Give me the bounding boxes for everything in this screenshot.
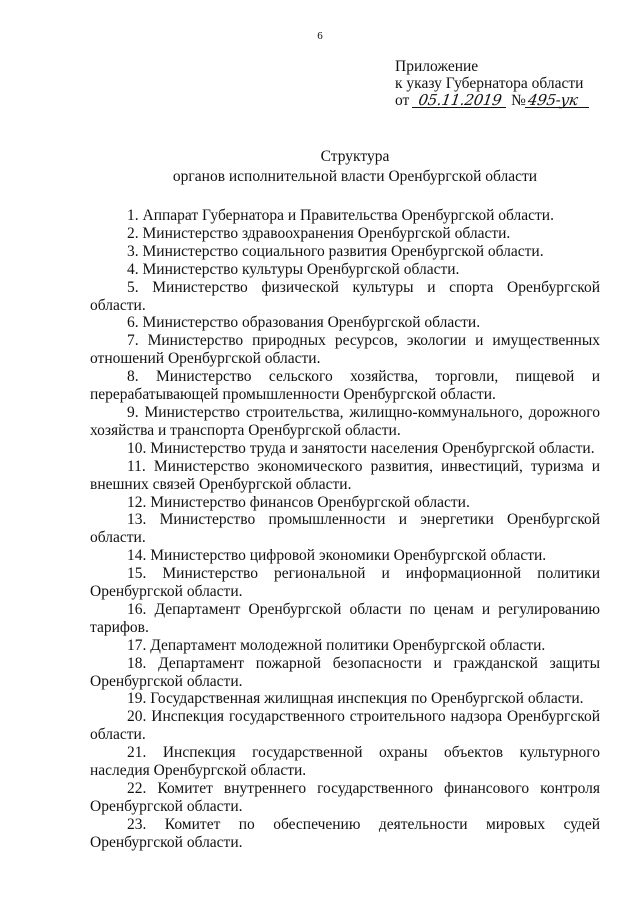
appendix-block [395,58,625,109]
list-item: 4. Министерство культуры Оренбургской области. [127,260,460,278]
handwritten-number: 495-ук [525,93,591,108]
list-item: 20. Инспекция государственного строительного надзора Оренбургской области. [90,708,600,744]
list-item: 3. Министерство социального развития Оренбургской области. [127,242,544,260]
page-number: 6 [317,30,323,42]
list-item: 21. Инспекция государственной охраны объектов культурного наследия Оренбургской области. [90,744,600,780]
list-item: 17. Департамент молодежной политики Оренбургской области. [127,636,546,654]
list-item: 22. Комитет внутреннего государственного финансового контроля Оренбургской области. [90,780,600,815]
from-label: от [395,92,410,109]
list-item: 12. Министерство финансов Оренбургской области. [127,493,470,511]
appendix-title: Приложение [395,58,479,75]
heading-subtitle: органов исполнительной власти Оренбургской области [172,168,538,185]
list-item: 14. Министерство цифровой экономики Оренбургской области. [127,547,547,565]
list-item: 6. Министерство образования Оренбургской области. [127,314,481,332]
list-item: 19. Государственная жилищная инспекция по Оренбургской области. [127,690,584,708]
list-item: 15. Министерство региональной и информационной политики Оренбургской области. [90,565,600,601]
heading-title: Структура [320,148,390,165]
list-item: 11. Министерство экономического развития, инвестиций, туризма и внешних связей Оренбургской области. [90,457,600,493]
list-item: 23. Комитет по обеспечению деятельности мировых судей Оренбургской области. [90,815,600,851]
handwritten-date: 05.11.2019 [412,93,508,108]
list-item: 16. Департамент Оренбургской области по ценам и регулированию тарифов. [90,600,600,636]
list-item: 7. Министерство природных ресурсов, экологии и имущественных отношений Оренбургской области. [90,332,600,368]
list-item: 2. Министерство здравоохранения Оренбургской области. [127,224,511,242]
appendix-decree-reference: к указу Губернатора области [395,75,584,92]
document-heading [0,147,640,187]
list-item: 9. Министерство строительства, жилищно-коммунального, дорожного хозяйства и транспорта Оренбургской области. [90,403,600,439]
list-item: 13. Министерство промышленности и энергетики Оренбургской области. [90,511,600,547]
appendix-date-number-line [395,92,625,109]
list-item: 18. Департамент пожарной безопасности и гражданской защиты Оренбургской области. [90,654,600,690]
list-item: 10. Министерство труда и занятости населения Оренбургской области. [127,439,595,457]
number-label: № [511,92,526,109]
list-item: 5. Министерство физической культуры и спорта Оренбургской области. [90,278,600,314]
bodies-list [90,207,600,852]
list-item: 1. Аппарат Губернатора и Правительства Оренбургской области. [127,207,554,224]
list-item: 8. Министерство сельского хозяйства, торговли, пищевой и перерабатывающей промышленности Оренбургской области. [90,368,600,404]
